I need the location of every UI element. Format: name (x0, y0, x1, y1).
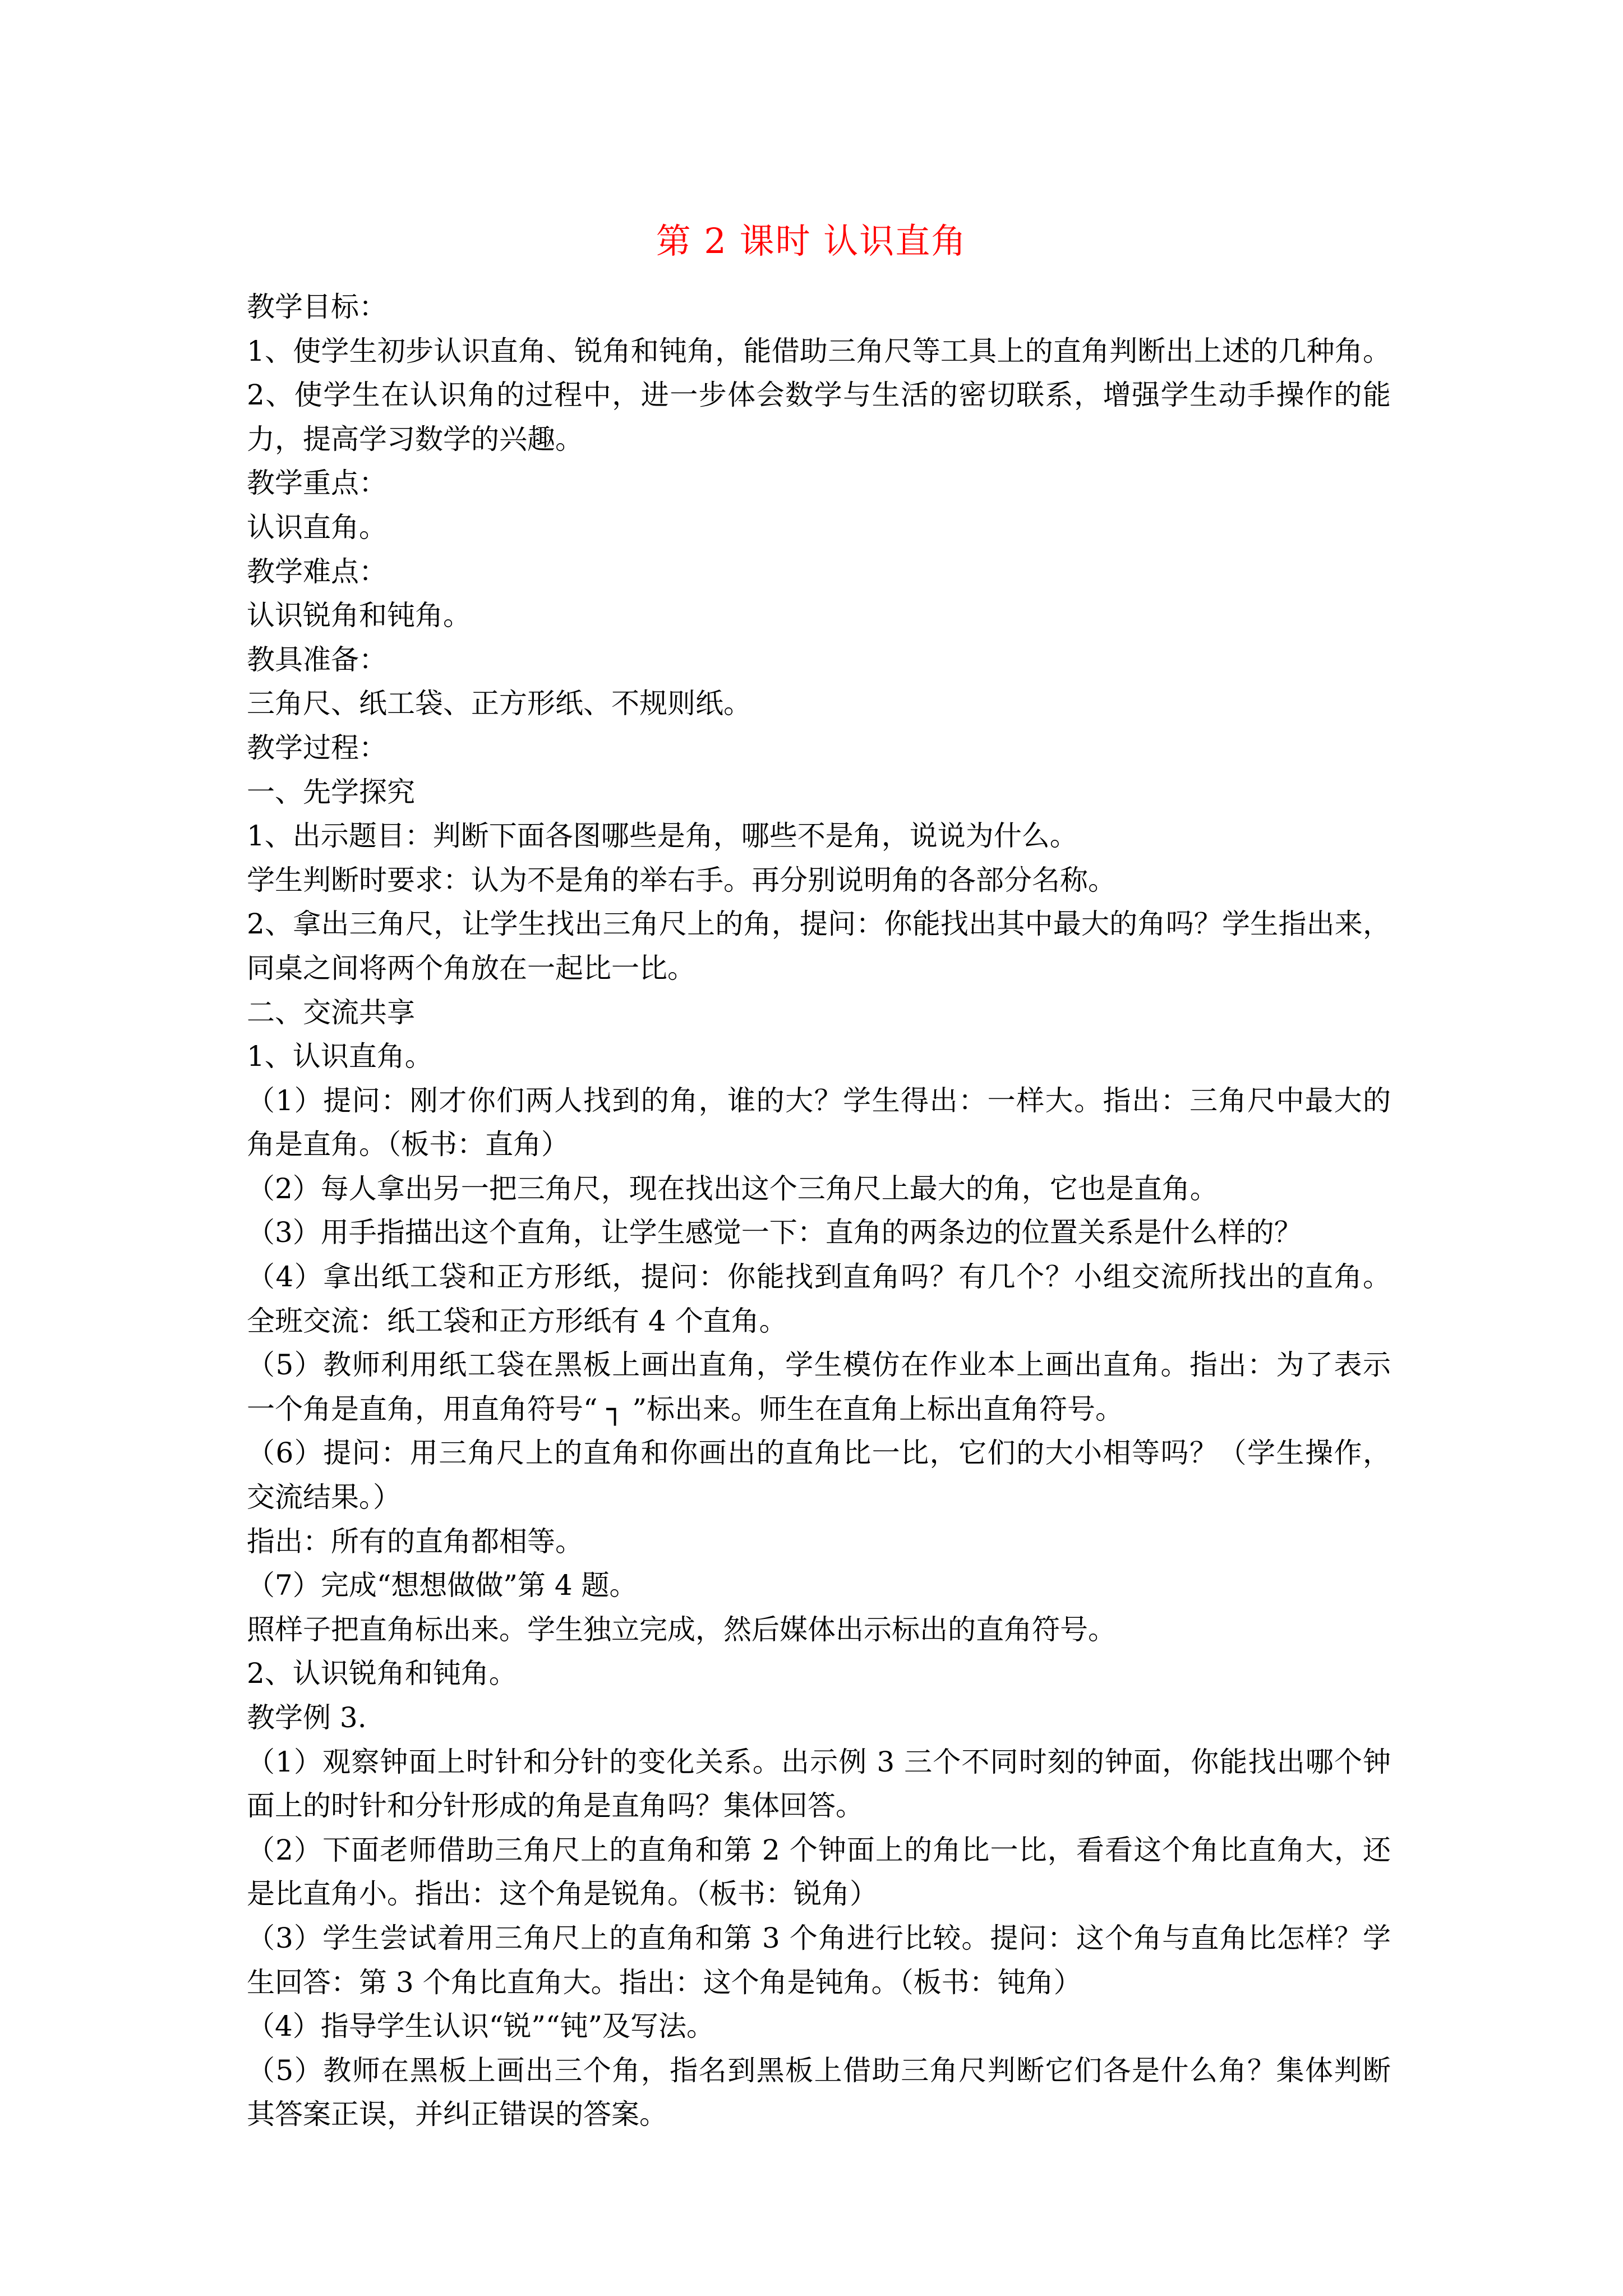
text-line: （1）观察钟面上时针和分针的变化关系。出示例 3 三个不同时刻的钟面，你能找出哪个钟 (247, 1745, 1391, 1778)
text-line: （7）完成“想想做做”第 4 题。 (247, 1569, 638, 1602)
text-line: 1、认识直角。 (247, 1040, 433, 1073)
text-line: 学生判断时要求：认为不是角的举右手。再分别说明角的各部分名称。 (247, 863, 1116, 896)
text-line: 三角尺、纸工袋、正方形纸、不规则纸。 (247, 687, 751, 720)
text-line: 2、使学生在认识角的过程中，进一步体会数学与生活的密切联系，增强学生动手操作的能 (247, 379, 1391, 412)
text-line: 2、拿出三角尺，让学生找出三角尺上的角，提问：你能找出其中最大的角吗？学生指出来， (247, 908, 1391, 941)
text-line: （2）下面老师借助三角尺上的直角和第 2 个钟面上的角比一比，看看这个角比直角大，还 (247, 1833, 1391, 1866)
text-line: 教学重点： (247, 467, 387, 500)
text-line: （5）教师在黑板上画出三个角，指名到黑板上借助三角尺判断它们各是什么角？集体判断 (247, 2054, 1391, 2087)
text-line: 照样子把直角标出来。学生独立完成，然后媒体出示标出的直角符号。 (247, 1613, 1116, 1646)
text-line: （3）学生尝试着用三角尺上的直角和第 3 个角进行比较。提问：这个角与直角比怎样？学 (247, 1921, 1391, 1954)
text-line: （4）指导学生认识“锐”“钝”及写法。 (247, 2010, 715, 2043)
text-line: 二、交流共享 (247, 996, 415, 1029)
text-line: 生回答：第 3 个角比直角大。指出：这个角是钝角。（板书：钝角） (247, 1966, 1082, 1999)
text-line: （4）拿出纸工袋和正方形纸，提问：你能找到直角吗？有几个？小组交流所找出的直角。 (247, 1260, 1391, 1294)
text-line: 1、出示题目：判断下面各图哪些是角，哪些不是角，说说为什么。 (247, 820, 1078, 853)
text-line: 教学目标： (247, 291, 387, 323)
document-body (247, 285, 1391, 2137)
text-line: 交流结果。） (247, 1481, 401, 1514)
text-line: 一、先学探究 (247, 775, 415, 808)
text-line: （6）提问：用三角尺上的直角和你画出的直角比一比，它们的大小相等吗？（学生操作， (247, 1437, 1391, 1470)
text-line: 认识直角。 (247, 510, 387, 544)
page-title: 第 2 课时 认识直角 (656, 220, 967, 261)
text-line: 力，提高学习数学的兴趣。 (247, 422, 583, 455)
text-line: 2、认识锐角和钝角。 (247, 1657, 517, 1690)
text-line: （5）教师利用纸工袋在黑板上画出直角，学生模仿在作业本上画出直角。指出：为了表示 (247, 1349, 1391, 1382)
text-line: 面上的时针和分针形成的角是直角吗？集体回答。 (247, 1789, 864, 1823)
text-line: 教学难点： (247, 555, 387, 588)
text-line: 一个角是直角，用直角符号“ ┐ ”标出来。师生在直角上标出直角符号。 (247, 1392, 1124, 1425)
text-line: 教学例 3. (247, 1701, 367, 1734)
text-line: （2）每人拿出另一把三角尺，现在找出这个三角尺上最大的角，它也是直角。 (247, 1172, 1218, 1205)
text-line: 是比直角小。指出：这个角是锐角。（板书：锐角） (247, 1878, 878, 1911)
text-line: 全班交流：纸工袋和正方形纸有 4 个直角。 (247, 1304, 787, 1337)
text-line: 同桌之间将两个角放在一起比一比。 (247, 951, 695, 984)
text-line: 认识锐角和钝角。 (247, 599, 471, 632)
text-line: （1）提问：刚才你们两人找到的角，谁的大？学生得出：一样大。指出：三角尺中最大的 (247, 1084, 1391, 1117)
text-line: 教学过程： (247, 731, 387, 764)
text-line: 1、使学生初步认识直角、锐角和钝角，能借助三角尺等工具上的直角判断出上述的几种角。 (247, 334, 1391, 367)
text-line: （3）用手指描出这个直角，让学生感觉一下：直角的两条边的位置关系是什么样的？ (247, 1216, 1302, 1249)
text-line: 其答案正误，并纠正错误的答案。 (247, 2098, 667, 2131)
text-line: 指出：所有的直角都相等。 (247, 1525, 583, 1558)
text-line: 教具准备： (247, 643, 387, 676)
text-line: 角是直角。（板书：直角） (247, 1128, 569, 1161)
